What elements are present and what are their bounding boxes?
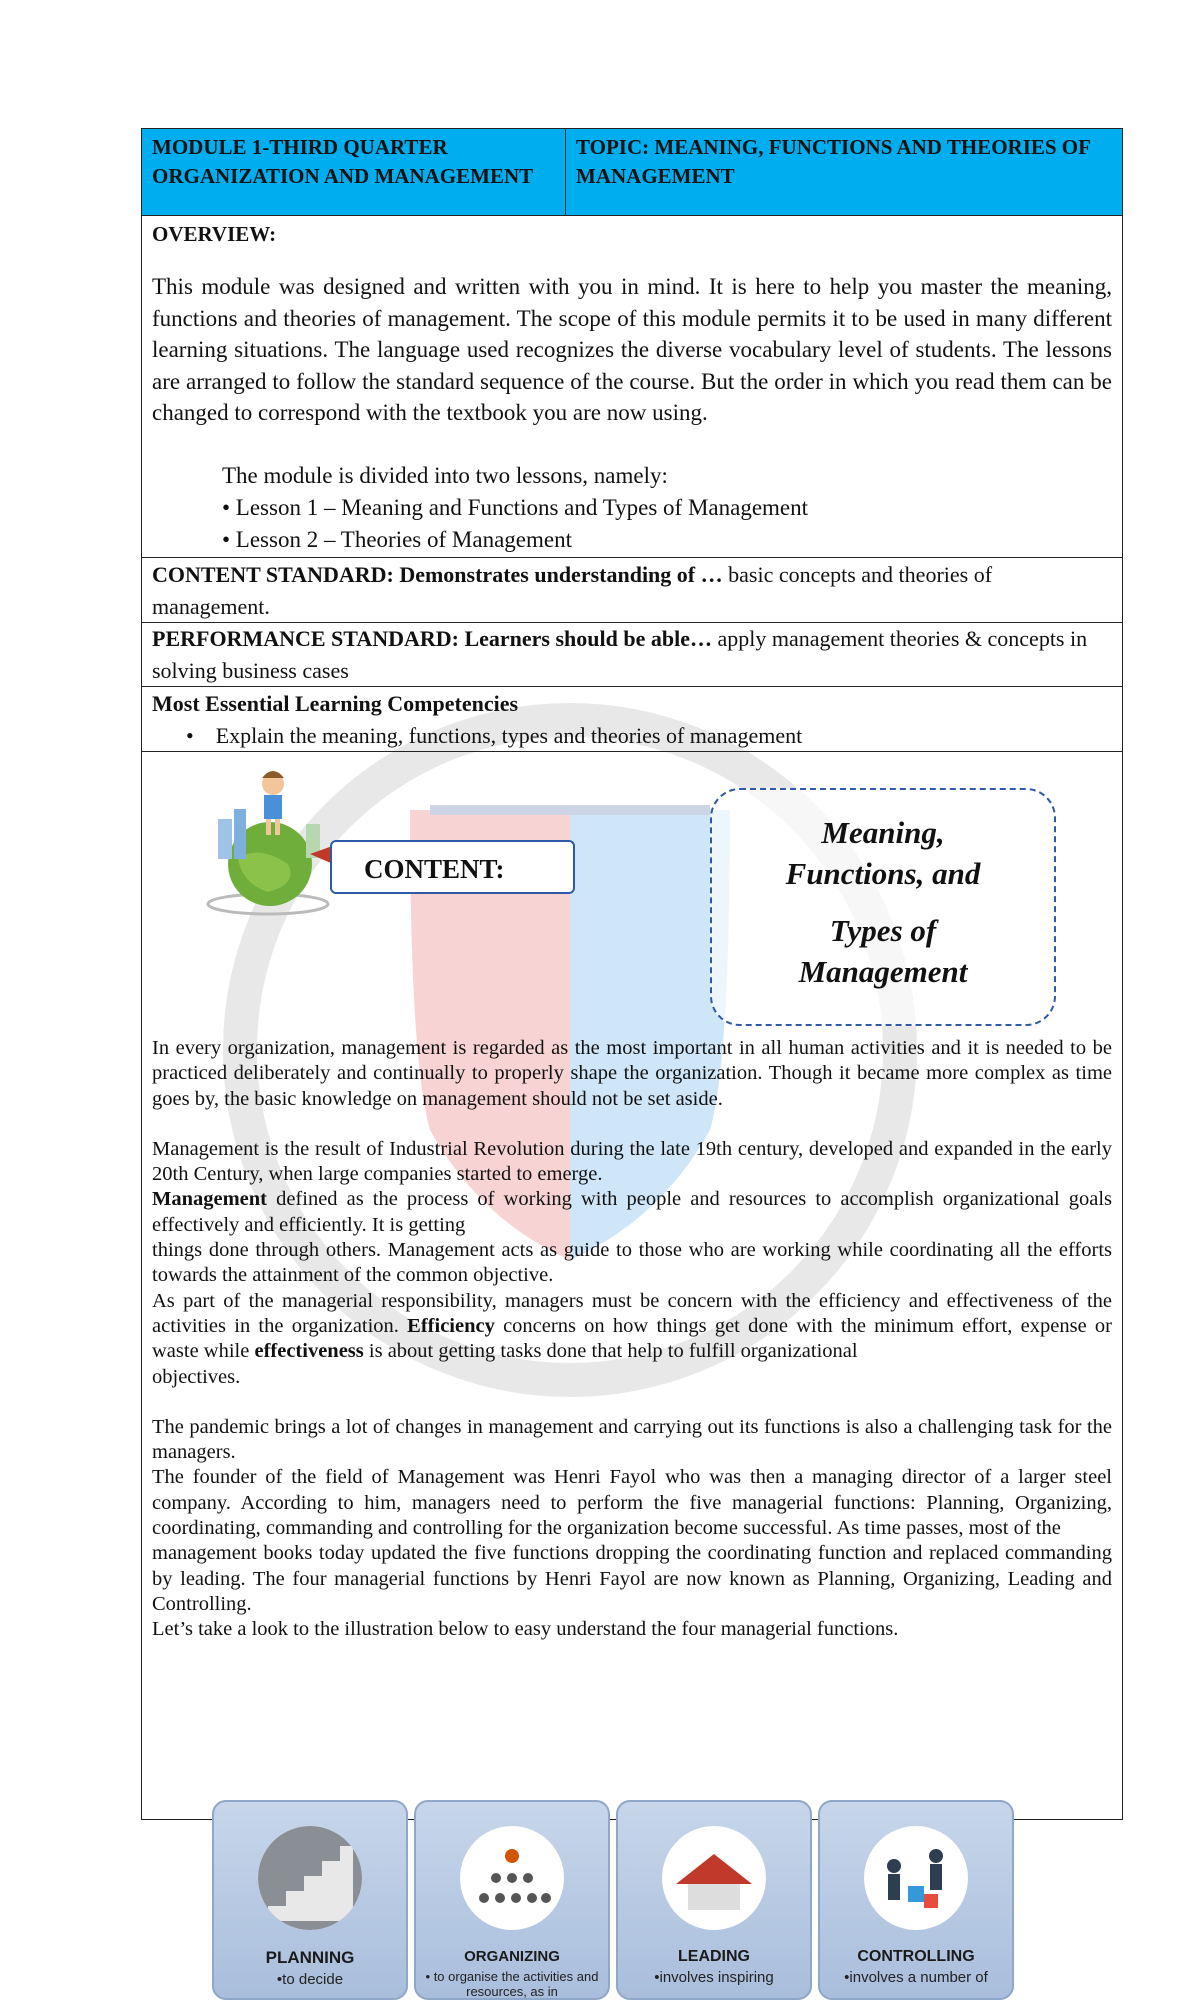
- lesson-2: • Lesson 2 – Theories of Management: [222, 527, 572, 552]
- content-body: [152, 1036, 1112, 1643]
- topic-line: Meaning,: [821, 815, 945, 850]
- overview-body: This module was designed and written with you in mind. It is here to help you master the meaning, functions and theories of management. The scope of this module permits it to be used in many different learning situations. The language used recognizes the diverse vocabulary level of students. The lessons are arranged to follow the standard sequence of the course. But the order in which you read them can be changed to correspond with the textbook you are now using.: [152, 274, 1112, 425]
- roof-icon: [662, 1826, 766, 1930]
- overview-intro: The module is divided into two lessons, namely:: [222, 463, 668, 488]
- hierarchy-icon: [460, 1826, 564, 1930]
- paragraph: objectives.: [152, 1365, 241, 1388]
- lesson-topic-box: [710, 788, 1056, 1026]
- performance-standard: PERFORMANCE STANDARD: Learners should be able… apply management theories & concepts in solving business cases: [152, 626, 1088, 683]
- function-card-controlling: [818, 1800, 1014, 2000]
- paragraph: Management is the result of Industrial Revolution during the late 19th century, developed and expanded in the early 20th Century, when large companies started to emerge.: [152, 1137, 1112, 1186]
- content-badge: CONTENT:: [330, 840, 575, 894]
- paragraph: The pandemic brings a lot of changes in management and carrying out its functions is also a challenging task for the managers.: [152, 1415, 1112, 1464]
- content-standard: CONTENT STANDARD: Demonstrates understanding of … basic concepts and theories of management.: [152, 562, 993, 619]
- topic-title: TOPIC: MEANING, FUNCTIONS AND THEORIES OF MANAGEMENT: [576, 135, 1091, 188]
- function-card-leading: [616, 1800, 812, 2000]
- stairs-icon: [258, 1826, 362, 1930]
- function-desc: •involves inspiring: [654, 1969, 774, 1986]
- function-desc: •to decide: [276, 1971, 344, 1988]
- team-icon: [864, 1826, 968, 1930]
- module-header: [141, 128, 1123, 216]
- function-title: PLANNING: [265, 1948, 355, 1967]
- competencies-label: Most Essential Learning Competencies: [152, 691, 519, 716]
- function-title: ORGANIZING: [464, 1948, 560, 1965]
- paragraph: things done through others. Management acts as guide to those who are working while coordinating all the efforts towards the attainment of the common objective.: [152, 1239, 1112, 1287]
- divider: [141, 686, 1123, 687]
- lesson-1: • Lesson 1 – Meaning and Functions and Types of Management: [222, 495, 809, 520]
- paragraph: Let’s take a look to the illustration below to easy understand the four managerial functions.: [152, 1618, 899, 1641]
- competency-item: • Explain the meaning, functions, types and theories of management: [186, 723, 803, 748]
- overview-label: OVERVIEW:: [152, 222, 277, 246]
- bullet-icon: •: [186, 723, 216, 748]
- topic-line: Types of: [829, 913, 937, 948]
- function-desc: •involves a number of: [844, 1969, 988, 1986]
- function-card-organizing: [414, 1800, 610, 2000]
- globe-illustration: [198, 764, 350, 918]
- paragraph: The founder of the field of Management was Henri Fayol who was then a managing director of a larger steel company. According to him, managers need to perform the five managerial functions: Planning, Organizing, coordinating, commanding and controlling for the organization become successful. As time passes, most of the: [152, 1466, 1112, 1540]
- divider: [141, 751, 1123, 752]
- function-card-planning: [212, 1800, 408, 2000]
- function-title: LEADING: [678, 1948, 750, 1965]
- module-title: MODULE 1-THIRD QUARTER ORGANIZATION AND MANAGEMENT: [142, 129, 566, 215]
- topic-line: Functions, and: [785, 856, 981, 891]
- paragraph: In every organization, management is regarded as the most important in all human activities and it is needed to be practiced deliberately and continually to properly shape the organization. Though it became more complex as time goes by, the basic knowledge on management should not be set aside.: [152, 1037, 1112, 1110]
- function-desc: • to organise the activities and resources, as in: [425, 1969, 599, 1999]
- paragraph: management books today updated the five functions dropping the coordinating function and replaced commanding by leading. The four managerial functions by Henri Fayol are now known as Planning, Organizing, Leading and Controlling.: [152, 1542, 1112, 1615]
- divider: [141, 557, 1123, 558]
- paragraph: As part of the managerial responsibility, managers must be concern with the efficiency and effectiveness of the activities in the organization. Efficiency concerns on how things get done with the minimum effort, expense or waste while effectiveness is about getting tasks done that help to fulfill organizational: [152, 1289, 1112, 1363]
- paragraph: Management defined as the process of working with people and resources to accomplish organizational goals effectively and efficiently. It is getting: [152, 1188, 1112, 1236]
- function-title: CONTROLLING: [857, 1948, 975, 1965]
- topic-line: Management: [798, 954, 968, 989]
